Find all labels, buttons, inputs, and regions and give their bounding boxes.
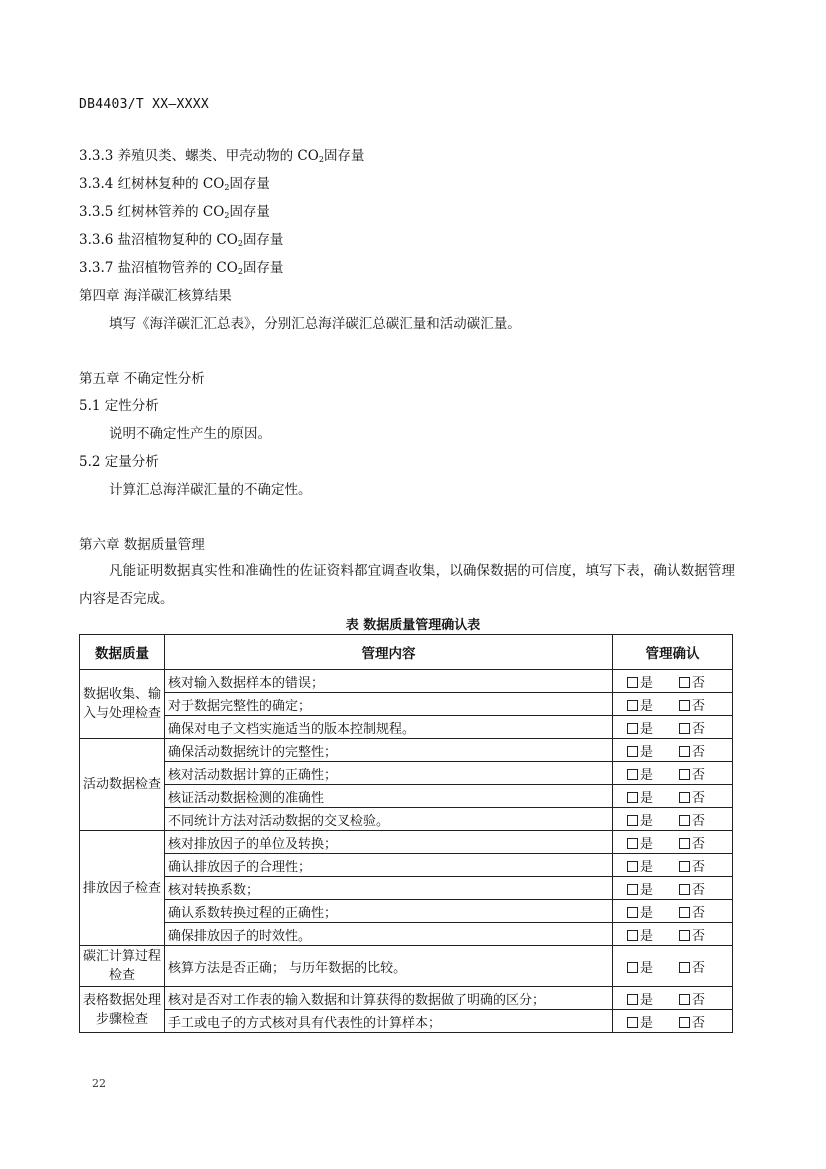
checkbox-icon[interactable] [679,792,690,803]
no-label: 否 [692,744,706,760]
confirm-no-option[interactable] [679,879,705,898]
no-label: 否 [692,905,706,921]
confirm-cell [613,946,733,987]
content-cell: 不同统计方法对活动数据的交叉检验。 [165,808,613,831]
confirm-yes-option[interactable] [627,902,653,921]
yes-label: 是 [640,767,654,783]
yes-label: 是 [640,882,654,898]
checkbox-icon[interactable] [679,746,690,757]
no-label: 否 [692,721,706,737]
checkbox-icon[interactable] [627,815,638,826]
no-label: 否 [692,928,706,944]
confirm-no-option[interactable] [679,695,705,714]
section-3-3-4: 3.3.4 红树林复种的 $CO_2$固存量 [79,176,270,192]
checkbox-icon[interactable] [627,677,638,688]
table-row [80,900,733,923]
confirm-yes-option[interactable] [627,856,653,875]
checkbox-icon[interactable] [627,746,638,757]
confirm-no-option[interactable] [679,833,705,852]
confirm-yes-option[interactable] [627,1012,653,1031]
confirm-no-option[interactable] [679,764,705,783]
yes-label: 是 [640,992,654,1008]
yes-label: 是 [640,1015,654,1031]
no-label: 否 [692,882,706,898]
checkbox-icon[interactable] [679,723,690,734]
yes-label: 是 [640,721,654,737]
checkbox-icon[interactable] [627,907,638,918]
confirm-no-option[interactable] [679,741,705,760]
content-cell: 对于数据完整性的确定； [165,693,613,716]
no-label: 否 [692,767,706,783]
category-cell: 表格数据处理步骤检查 [80,987,165,1033]
header-quality: 数据质量 [80,635,165,670]
table-row [80,739,733,762]
content-cell: 手工或电子的方式核对具有代表性的计算样本； [165,1010,613,1033]
confirm-yes-option[interactable] [627,989,653,1008]
section-3-3-6: 3.3.6 盐沼植物复种的 $CO_2$固存量 [79,232,284,248]
confirm-cell [613,877,733,900]
chapter-6-paragraph [79,557,735,613]
confirm-yes-option[interactable] [627,741,653,760]
checkbox-icon[interactable] [627,700,638,711]
checkbox-icon[interactable] [679,861,690,872]
section-5-1-title: 5.1 定性分析 [79,398,159,414]
table-row [80,831,733,854]
checkbox-icon[interactable] [627,1017,638,1028]
section-3-3-5: 3.3.5 红树林管养的 $CO_2$固存量 [79,204,270,220]
yes-label: 是 [640,744,654,760]
chapter-4-title: 第四章 海洋碳汇核算结果 [79,288,232,304]
confirm-cell [613,785,733,808]
content-cell: 核对转换系数； [165,877,613,900]
checkbox-icon[interactable] [679,994,690,1005]
table-row [80,877,733,900]
no-label: 否 [692,992,706,1008]
yes-label: 是 [640,960,654,976]
confirm-no-option[interactable] [679,1012,705,1031]
content-cell: 确认排放因子的合理性； [165,854,613,877]
confirm-cell [613,987,733,1010]
yes-label: 是 [640,928,654,944]
confirm-yes-option[interactable] [627,764,653,783]
table-row [80,1010,733,1033]
no-label: 否 [692,960,706,976]
confirm-cell [613,1010,733,1033]
confirm-no-option[interactable] [679,718,705,737]
confirm-yes-option[interactable] [627,810,653,829]
content-cell: 确保活动数据统计的完整性； [165,739,613,762]
confirm-no-option[interactable] [679,957,705,976]
page-number: 22 [92,1077,106,1090]
checkbox-icon[interactable] [627,884,638,895]
yes-label: 是 [640,836,654,852]
confirm-no-option[interactable] [679,925,705,944]
chapter-6-text: 凡能证明数据真实性和准确性的佐证资料都宜调查收集，以确保数据的可信度，填写下表，确认数据管理内容是否完成。 [79,563,735,607]
checkbox-icon[interactable] [627,962,638,973]
table-header-row [80,635,733,670]
confirm-cell [613,693,733,716]
confirm-cell [613,831,733,854]
checkbox-icon[interactable] [679,907,690,918]
content-cell: 确认系数转换过程的正确性； [165,900,613,923]
section-5-1-text: 说明不确定性产生的原因。 [109,426,271,442]
category-cell: 碳汇计算过程检查 [80,946,165,987]
table-row [80,987,733,1010]
table-row [80,946,733,987]
content-cell: 核证活动数据检测的准确性 [165,785,613,808]
category-cell: 活动数据检查 [80,739,165,831]
checkbox-icon[interactable] [679,838,690,849]
checkbox-icon[interactable] [627,930,638,941]
no-label: 否 [692,675,706,691]
checkbox-icon[interactable] [627,792,638,803]
confirm-yes-option[interactable] [627,925,653,944]
table-row [80,762,733,785]
confirm-cell [613,808,733,831]
content-cell: 核对输入数据样本的错误； [165,670,613,693]
confirm-cell [613,900,733,923]
yes-label: 是 [640,859,654,875]
content-cell: 核对活动数据计算的正确性； [165,762,613,785]
section-3-3-3: 3.3.3 养殖贝类、螺类、甲壳动物的 $CO_2$固存量 [79,148,365,164]
no-label: 否 [692,859,706,875]
confirm-yes-option[interactable] [627,879,653,898]
section-3-3-7: 3.3.7 盐沼植物管养的 $CO_2$固存量 [79,260,284,276]
checkbox-icon[interactable] [627,769,638,780]
yes-label: 是 [640,675,654,691]
chapter-6-title: 第六章 数据质量管理 [79,537,205,553]
confirm-no-option[interactable] [679,787,705,806]
content-cell: 核对排放因子的单位及转换； [165,831,613,854]
content-cell: 确保排放因子的时效性。 [165,923,613,946]
confirm-yes-option[interactable] [627,833,653,852]
checkbox-icon[interactable] [679,700,690,711]
category-cell: 排放因子检查 [80,831,165,946]
table-row [80,693,733,716]
confirm-yes-option[interactable] [627,672,653,691]
content-cell: 确保对电子文档实施适当的版本控制规程。 [165,716,613,739]
table-row [80,808,733,831]
no-label: 否 [692,790,706,806]
confirm-cell [613,923,733,946]
no-label: 否 [692,836,706,852]
yes-label: 是 [640,813,654,829]
data-quality-table [79,634,733,1033]
document-code: DB4403/T XX—XXXX [79,97,210,112]
confirm-cell [613,854,733,877]
table-row [80,716,733,739]
checkbox-icon[interactable] [679,962,690,973]
confirm-no-option[interactable] [679,989,705,1008]
checkbox-icon[interactable] [627,994,638,1005]
chapter-5-title: 第五章 不确定性分析 [79,371,205,387]
section-5-2-text: 计算汇总海洋碳汇量的不确定性。 [109,482,312,498]
section-5-2-title: 5.2 定量分析 [79,454,159,470]
confirm-no-option[interactable] [679,810,705,829]
table-row [80,923,733,946]
checkbox-icon[interactable] [679,1017,690,1028]
chapter-4-text: 填写《海洋碳汇汇总表》，分别汇总海洋碳汇总碳汇量和活动碳汇量。 [109,316,521,332]
confirm-no-option[interactable] [679,856,705,875]
checkbox-icon[interactable] [627,723,638,734]
yes-label: 是 [640,698,654,714]
confirm-cell [613,716,733,739]
checkbox-icon[interactable] [627,838,638,849]
confirm-cell [613,670,733,693]
confirm-yes-option[interactable] [627,718,653,737]
table-row [80,670,733,693]
yes-label: 是 [640,790,654,806]
checkbox-icon[interactable] [679,815,690,826]
category-cell: 数据收集、输入与处理检查 [80,670,165,739]
confirm-yes-option[interactable] [627,957,653,976]
confirm-yes-option[interactable] [627,787,653,806]
content-cell: 核算方法是否正确； 与历年数据的比较。 [165,946,613,987]
confirm-no-option[interactable] [679,672,705,691]
confirm-cell [613,739,733,762]
checkbox-icon[interactable] [679,769,690,780]
confirm-no-option[interactable] [679,902,705,921]
header-content: 管理内容 [165,635,613,670]
no-label: 否 [692,1015,706,1031]
header-confirm: 管理确认 [613,635,733,670]
checkbox-icon[interactable] [627,861,638,872]
table-row [80,785,733,808]
content-cell: 核对是否对工作表的输入数据和计算获得的数据做了明确的区分； [165,987,613,1010]
table-title: 表 数据质量管理确认表 [345,618,481,633]
confirm-yes-option[interactable] [627,695,653,714]
no-label: 否 [692,698,706,714]
checkbox-icon[interactable] [679,884,690,895]
checkbox-icon[interactable] [679,930,690,941]
confirm-cell [613,762,733,785]
no-label: 否 [692,813,706,829]
yes-label: 是 [640,905,654,921]
table-row [80,854,733,877]
checkbox-icon[interactable] [679,677,690,688]
